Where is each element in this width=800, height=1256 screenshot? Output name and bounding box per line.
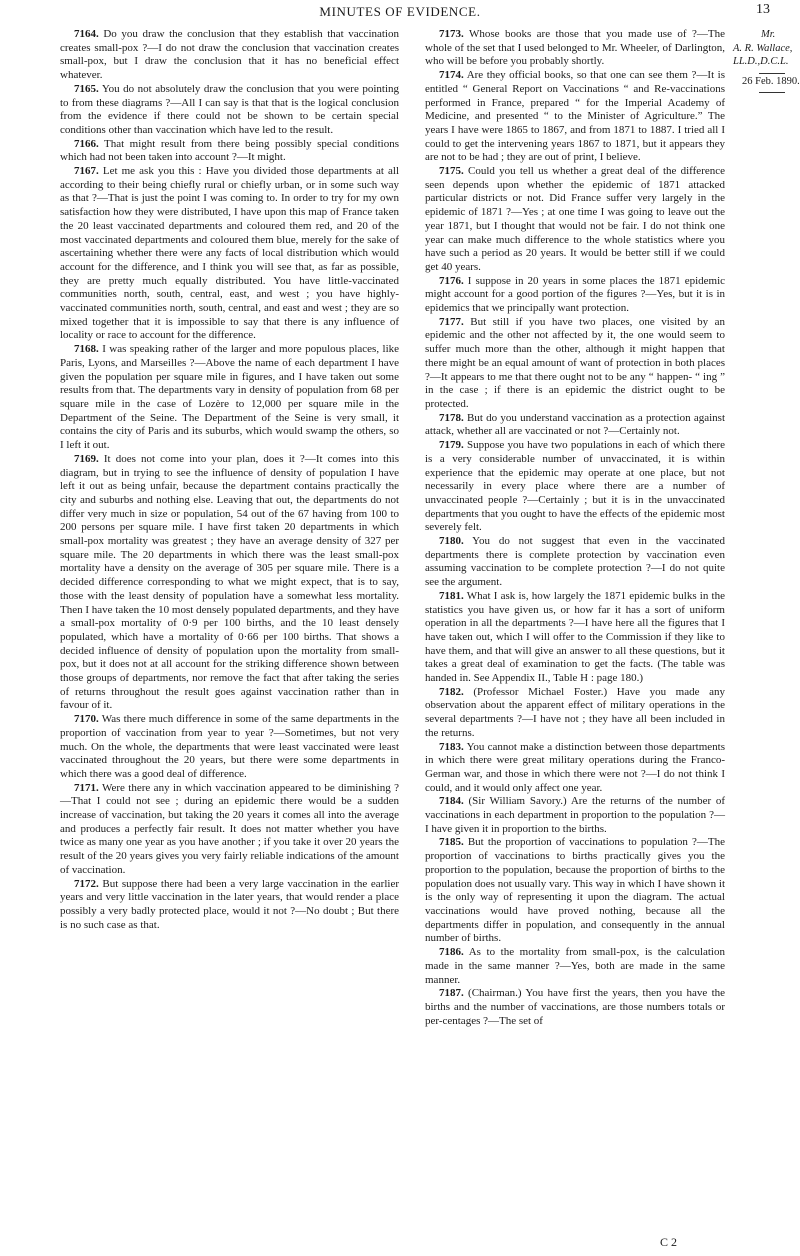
paragraph-7168	[60, 343, 399, 453]
paragraph-7186	[425, 946, 725, 987]
paragraph-text: What I ask is, how largely the 1871 epidemic bulks in the statistics you have given us, or how far it has a sort of uniform operation in all the departments ?—I have here all the figures that I have taken out, which I will offer to the Commission if they like to have them, and that will give an answer to all these questions, but it takes a great deal of examination to get the facts. (The table was handed in. See Appendix II., Table H : page 180.)	[425, 589, 725, 685]
left-column	[60, 28, 399, 932]
question-number: 7182.	[439, 685, 464, 698]
paragraph-text: Was there much difference in some of the same departments in the proportion of vaccination from year to year ?—Sometimes, but not very much. On the whole, the departments that were least vaccinated were least vaccinated throughout the 20 years, but there were some departments in which there was a good deal of difference.	[60, 713, 399, 780]
question-number: 7171.	[74, 781, 99, 794]
paragraph-text: (Chairman.) You have first the years, then you have the births and the number of vaccinations, are those numbers totals or per-centages ?—The set of	[425, 987, 726, 1027]
question-number: 7167.	[74, 165, 99, 178]
question-number: 7180.	[439, 535, 464, 548]
paragraph-text: (Sir William Savory.) Are the returns of the number of vaccinations in each department in proportion to the population ?—I have given it in proportion to the births.	[425, 795, 725, 835]
paragraph-text: But suppose there had been a very large vaccination in the earlier years and very little vaccination in the later years, that would render a place possibly a very badly protected place, would it not ?—No doubt ; But there is no such case as that.	[60, 877, 399, 931]
paragraph-text: I was speaking rather of the larger and more populous places, like Paris, Lyons, and Marseilles ?—Above the name of each department I have given the population per square mile in figures, and I have taken out some results from that. The departments vary in density of population from 68 per square mile in the case of Lozère to 12,000 per square mile in the Department of the Seine. The Department of the Seine is very small, it contains the city of Paris and its suburbs, which would swamp the others, so I left it out.	[60, 343, 400, 452]
paragraph-7175	[425, 165, 725, 275]
paragraph-text: Do you draw the conclusion that they establish that vaccination creates small-pox ?—I do not draw the conclusion that vaccination creates small-pox, but I draw the conclusion that it has no beneficial effect whatever.	[60, 28, 399, 82]
paragraph-7185	[425, 836, 725, 946]
paragraph-text: Whose books are those that you made use of ?—The whole of the set that I used belonged to Mr. Wheeler, of Darlington, who will be before you probably shortly.	[425, 28, 725, 68]
question-number: 7166.	[74, 137, 99, 150]
paragraph-text: (Professor Michael Foster.) Have you made any observation about the apparent effect of military operations in the several departments ?—I have not ; they have all been included in the returns.	[425, 685, 725, 739]
paragraph-7170	[60, 713, 399, 782]
witness-date: 26 Feb. 1890.	[742, 75, 800, 87]
paragraph-text: You do not absolutely draw the conclusion that you were pointing to from these diagrams ?—All I can say is that that is the logical conclusion from the evidence if there could not be shown to be certain special conditions other than vaccination which have led to the result.	[60, 82, 400, 136]
paragraph-text: Were there any in which vaccination appeared to be diminishing ?—That I could not see ; during an epidemic there would be a sudden increase of vaccination, but taking the 20 years it comes all into the average and produces a perfectly fair result. It does not matter whether you have twice as many one year as you have another ; if you take it over 20 years the result of the 20 years gives you very fairly reliable indications of the amount of vaccination.	[60, 781, 399, 876]
question-number: 7173.	[439, 28, 464, 40]
question-number: 7168.	[74, 343, 99, 356]
paragraph-7177	[425, 316, 725, 412]
question-number: 7169.	[74, 452, 99, 465]
question-number: 7183.	[439, 740, 464, 753]
paragraph-text: I suppose in 20 years in some places the 1871 epidemic might account for a good portion of the figures ?—Yes, but it is in epidemics that we principally want protection.	[425, 274, 726, 315]
witness-divider	[759, 73, 785, 74]
paragraph-7173	[425, 28, 725, 69]
question-number: 7177.	[439, 315, 464, 328]
paragraph-text: Let me ask you this : Have you divided those departments at all according to their being chiefly rural or chiefly urban, or in some such way as that ?—That is just the point I was coming to. In order to try for my own satisfaction how they were distributed, I have upon this map of France taken the 20 least vaccinated departments and coloured them red, and 20 of the most vaccinated departments and coloured them blue, merely for the sake of ascertaining whether there were any facts of local distribution which would account for the difference, and I think you will see that, as far as possible, they are pretty much equally distributed. You have little-vaccinated communities north, south, central, east, and west ; you have highly-vaccinated communities north, south, central, and east and west ; they are so mixed together that it is impossible to say that there is any influence of locality or race to account for the difference.	[60, 165, 399, 342]
witness-margin-note	[733, 28, 800, 93]
paragraph-text: Suppose you have two populations in each of which there is a very considerable number of unvaccinated, it is within experience that the epidemic may operate at one place, but not necessarily in every place where there are a number of unvaccinated people ?—Certainly ; but it is in the unvaccinated departments that you ought to have the effects of the epidemic most severely felt.	[425, 439, 726, 534]
signature-mark: C 2	[660, 1235, 678, 1249]
paragraph-7178	[425, 412, 725, 439]
question-number: 7178.	[439, 411, 464, 424]
question-number: 7184.	[439, 795, 464, 808]
paragraph-7180	[425, 535, 725, 590]
paragraph-7184	[425, 795, 725, 836]
paragraph-7179	[425, 439, 725, 535]
paragraph-7183	[425, 741, 725, 796]
question-number: 7186.	[439, 946, 464, 959]
paragraph-7164	[60, 28, 399, 83]
question-number: 7174.	[439, 69, 464, 82]
question-number: 7187.	[439, 987, 464, 1000]
question-number: 7164.	[74, 28, 99, 40]
paragraph-text: That might result from there being possibly special conditions which had not been taken into account ?—It might.	[60, 137, 399, 164]
paragraph-7181	[425, 590, 725, 686]
paragraph-7165	[60, 83, 399, 138]
question-number: 7181.	[439, 589, 464, 602]
witness-name: A. R. Wallace,	[733, 42, 793, 54]
question-number: 7165.	[74, 82, 99, 95]
paragraph-text: Are they official books, so that one can see them ?—It is entitled “ General Report on Vaccinations “ and Re-vaccinations performed in France, prepared “ for the Imperial Academy of Medicine, and presented “ to the Minister of Agriculture.” The years I have were 1865 to 1867, and from 1871 to 1887. I tried all I could to get the intervening years 1867 to 1871, but it appears they are not to be had ; they are out of print, I believe.	[425, 69, 725, 164]
paragraph-text: But still if you have two places, one visited by an epidemic and the other not affected by it, the one would seem to suffer much more than the other, although it might happen that there might be an equal amount of want of protection in both places ?—It appears to me that there ought not to be any “ happen- “ ing ” in the case ; if there is an epidemic the district ought to be protected.	[425, 315, 726, 410]
paragraph-text: You do not suggest that even in the vaccinated departments there is complete protection by vaccination even assuming vaccination to be complete protection ?—I do not quite see the argument.	[425, 535, 725, 589]
paragraph-7182	[425, 686, 725, 741]
paragraph-7171	[60, 782, 399, 878]
question-number: 7176.	[439, 274, 464, 287]
question-number: 7172.	[74, 877, 99, 890]
paragraph-7174	[425, 69, 725, 165]
right-column	[425, 28, 725, 1028]
witness-title: Mr.	[761, 29, 776, 40]
paragraph-text: You cannot make a distinction between those departments in which there were great military operations during the Franco-German war, and those in which there were not ?—I do not think I could, and it would only affect one year.	[425, 740, 726, 794]
question-number: 7185.	[439, 836, 464, 849]
witness-degrees: LL.D.,D.C.L.	[733, 56, 789, 67]
paragraph-7167	[60, 165, 399, 343]
page-number: 13	[756, 2, 770, 17]
paragraph-7187	[425, 987, 725, 1028]
paragraph-text: Could you tell us whether a great deal of the difference seen depends upon whether the epidemic of 1871 attacked particular districts or not. Did France suffer very largely in the epidemic of 1871 ?—Yes ; at one time I was going to leave out the year 1871, but I thought that would not be fair. I do not think one year can make much difference to the whole statistics where you have such a period as 20 years. It would be better still if we could get 40 years.	[425, 165, 726, 273]
running-header-title: MINUTES OF EVIDENCE.	[319, 4, 481, 19]
paragraph-7169	[60, 453, 399, 713]
paragraph-7176	[425, 275, 725, 316]
question-number: 7170.	[74, 713, 99, 726]
paragraph-7172	[60, 878, 399, 933]
paragraph-7166	[60, 138, 399, 165]
witness-divider	[759, 92, 785, 93]
paragraph-text: As to the mortality from small-pox, is the calculation made in the same manner ?—Yes, both are made in the same manner.	[425, 946, 725, 986]
paragraph-text: But do you understand vaccination as a protection against attack, whether all are vaccinated or not ?—Certainly not.	[425, 411, 726, 438]
question-number: 7179.	[439, 439, 464, 452]
paragraph-text: But the proportion of vaccinations to population ?—The proportion of vaccinations to births practically gives you the proportion to the population, because the proportion of births to the population does not usually vary. This way in which I have shown it is the only way of representing it upon the diagram. The actual vaccinations would have proved nothing, because all the departments differ in population, and consequently in the annual number of births.	[425, 836, 726, 945]
paragraph-text: It does not come into your plan, does it ?—It comes into this diagram, but in trying to see the influence of density of population I have left it out as being unfair, because the department contains practically the city and suburbs and nothing else. Leaving that out, the departments do not differ very much in size or population, 54 out of the 67 having from 100 to 200 persons per square mile. I have first taken 20 departments in which small-pox mortality was greatest ; they have an average density of 327 per square mile. The 20 departments in which there was the least small-pox mortality have a density on the average of 305 per square mile. There is a decided difference corresponding to what we might expect, that is to say, those with the least density of population have a somewhat less mortality. Then I have taken the 10 most densely populated departments, and they have a small-pox mortality of 0·9 per 100 births, and the 10 least densely populated, which have a mortality of 0·66 per 100 births. That shows a decided influence of density of population upon the mortality from small-pox, but it does not at all account for the striking difference shown between those groups of departments, nor remove the fact that after taking the series of returns throughout the result goes against vaccination rather than in favour of it.	[60, 452, 399, 712]
question-number: 7175.	[439, 165, 464, 178]
